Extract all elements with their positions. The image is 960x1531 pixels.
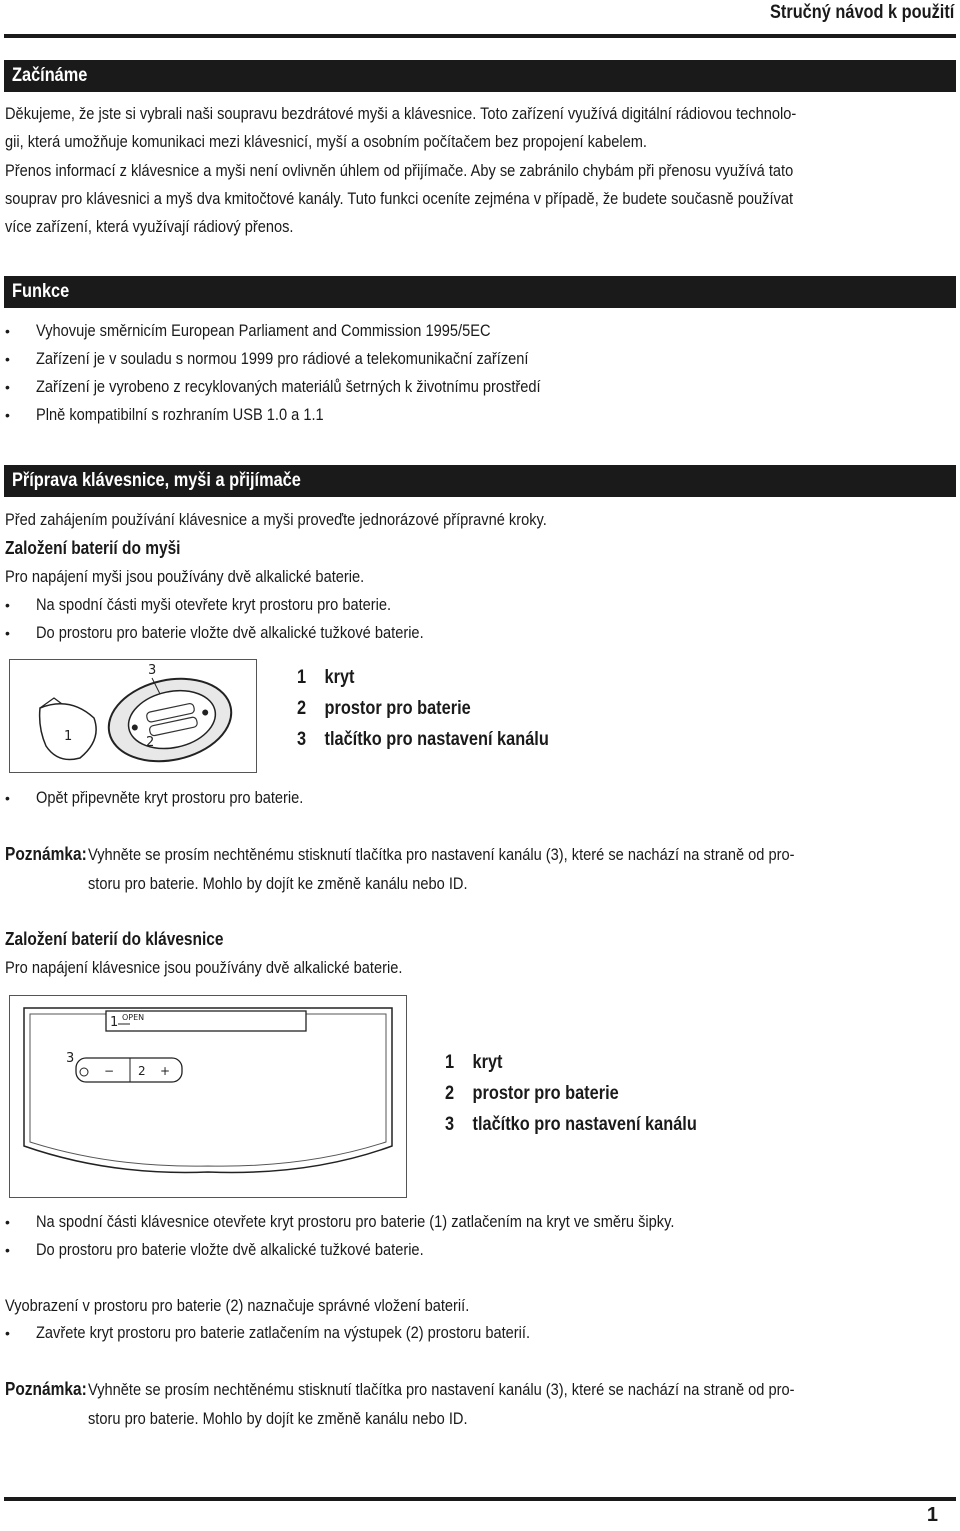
legend-item: 3 tlačítko pro nastavení kanálu: [297, 729, 549, 750]
note-label: Poznámka:: [5, 844, 87, 864]
keyboard-legend: [445, 1047, 738, 1140]
page-number: 1: [926, 1504, 938, 1526]
intro-line: více zařízení, která využívají rádiový přenos.: [5, 217, 294, 236]
note-line: storu pro baterie. Mohlo by dojít ke změně kanálu nebo ID.: [88, 1409, 468, 1428]
figure-label-3: 3: [148, 663, 157, 678]
bullet-icon: •: [5, 1214, 10, 1230]
figure-label-2: 2: [146, 735, 155, 750]
section-heading-features: Funkce: [4, 276, 956, 308]
figure-label-1: 1: [110, 1015, 119, 1030]
note-line: Vyhněte se prosím nechtěnému stisknutí tlačítka pro nastavení kanálu (3), které se nachází na straně od pro-: [88, 1380, 795, 1399]
running-header: Stručný návod k použití: [769, 2, 954, 23]
mouse-text: Pro napájení myši jsou používány dvě alkalické baterie.: [5, 567, 365, 586]
mouse-legend: [297, 662, 590, 755]
note-label: Poznámka:: [5, 1379, 87, 1399]
bullet-icon: •: [5, 351, 10, 367]
subheading-keyboard: Založení baterií do klávesnice: [5, 929, 224, 949]
keyboard-illustration: [10, 996, 406, 1197]
bullet-icon: •: [5, 1325, 10, 1341]
section-heading-preparation: Příprava klávesnice, myši a přijímače: [4, 465, 956, 497]
mouse-battery-figure: [9, 659, 257, 773]
intro-line: Děkujeme, že jste si vybrali naši soupravu bezdrátové myši a klávesnice. Toto zařízení využívá digitální rádiovou technolo-: [5, 104, 797, 123]
note-line: Vyhněte se prosím nechtěnému stisknutí tlačítka pro nastavení kanálu (3), které se nachází na straně od pro-: [88, 845, 795, 864]
bullet-icon: •: [5, 323, 10, 339]
legend-item: 2 prostor pro baterie: [445, 1083, 619, 1104]
top-rule: [4, 34, 956, 38]
bullet-icon: •: [5, 625, 10, 641]
figure-label-plus: +: [160, 1064, 171, 1078]
subheading-mouse: Založení baterií do myši: [5, 538, 181, 558]
keyboard-text: Pro napájení klávesnice jsou používány dvě alkalické baterie.: [5, 958, 403, 977]
mouse-illustration: [10, 660, 256, 772]
legend-item: 3 tlačítko pro nastavení kanálu: [445, 1114, 697, 1135]
bullet-icon: •: [5, 407, 10, 423]
figure-label-3: 3: [66, 1051, 75, 1066]
intro-line: Přenos informací z klávesnice a myši není ovlivněn úhlem od přijímače. Aby se zabránilo chybám při přenosu využívá tato: [5, 161, 794, 180]
legend-item: 1 kryt: [297, 667, 355, 688]
legend-item: 2 prostor pro baterie: [297, 698, 471, 719]
intro-line: gii, která umožňuje komunikaci mezi klávesnicí, myší a osobním počítačem bez propojení kabelem.: [5, 132, 647, 151]
bottom-rule: [4, 1497, 956, 1501]
bullet-icon: •: [5, 597, 10, 613]
figure-label-1: 1: [64, 729, 73, 744]
figure-label-open: OPEN: [122, 1013, 145, 1022]
note-line: storu pro baterie. Mohlo by dojít ke změně kanálu nebo ID.: [88, 874, 468, 893]
bullet-icon: •: [5, 790, 10, 806]
section-heading-intro: Začínáme: [4, 60, 956, 92]
intro-line: souprav pro klávesnici a myš dva kmitočtové kanály. Tuto funkci oceníte zejména v případě, že budete současně používat: [5, 189, 794, 208]
legend-item: 1 kryt: [445, 1052, 503, 1073]
keyboard-battery-figure: [9, 995, 407, 1198]
preparation-intro: Před zahájením používání klávesnice a myši proveďte jednorázové přípravné kroky.: [5, 510, 547, 529]
bullet-icon: •: [5, 1242, 10, 1258]
keyboard-text2: Vyobrazení v prostoru pro baterie (2) naznačuje správné vložení baterií.: [5, 1296, 470, 1315]
figure-label-2: 2: [138, 1064, 146, 1078]
figure-label-minus: −: [104, 1064, 115, 1078]
bullet-icon: •: [5, 379, 10, 395]
